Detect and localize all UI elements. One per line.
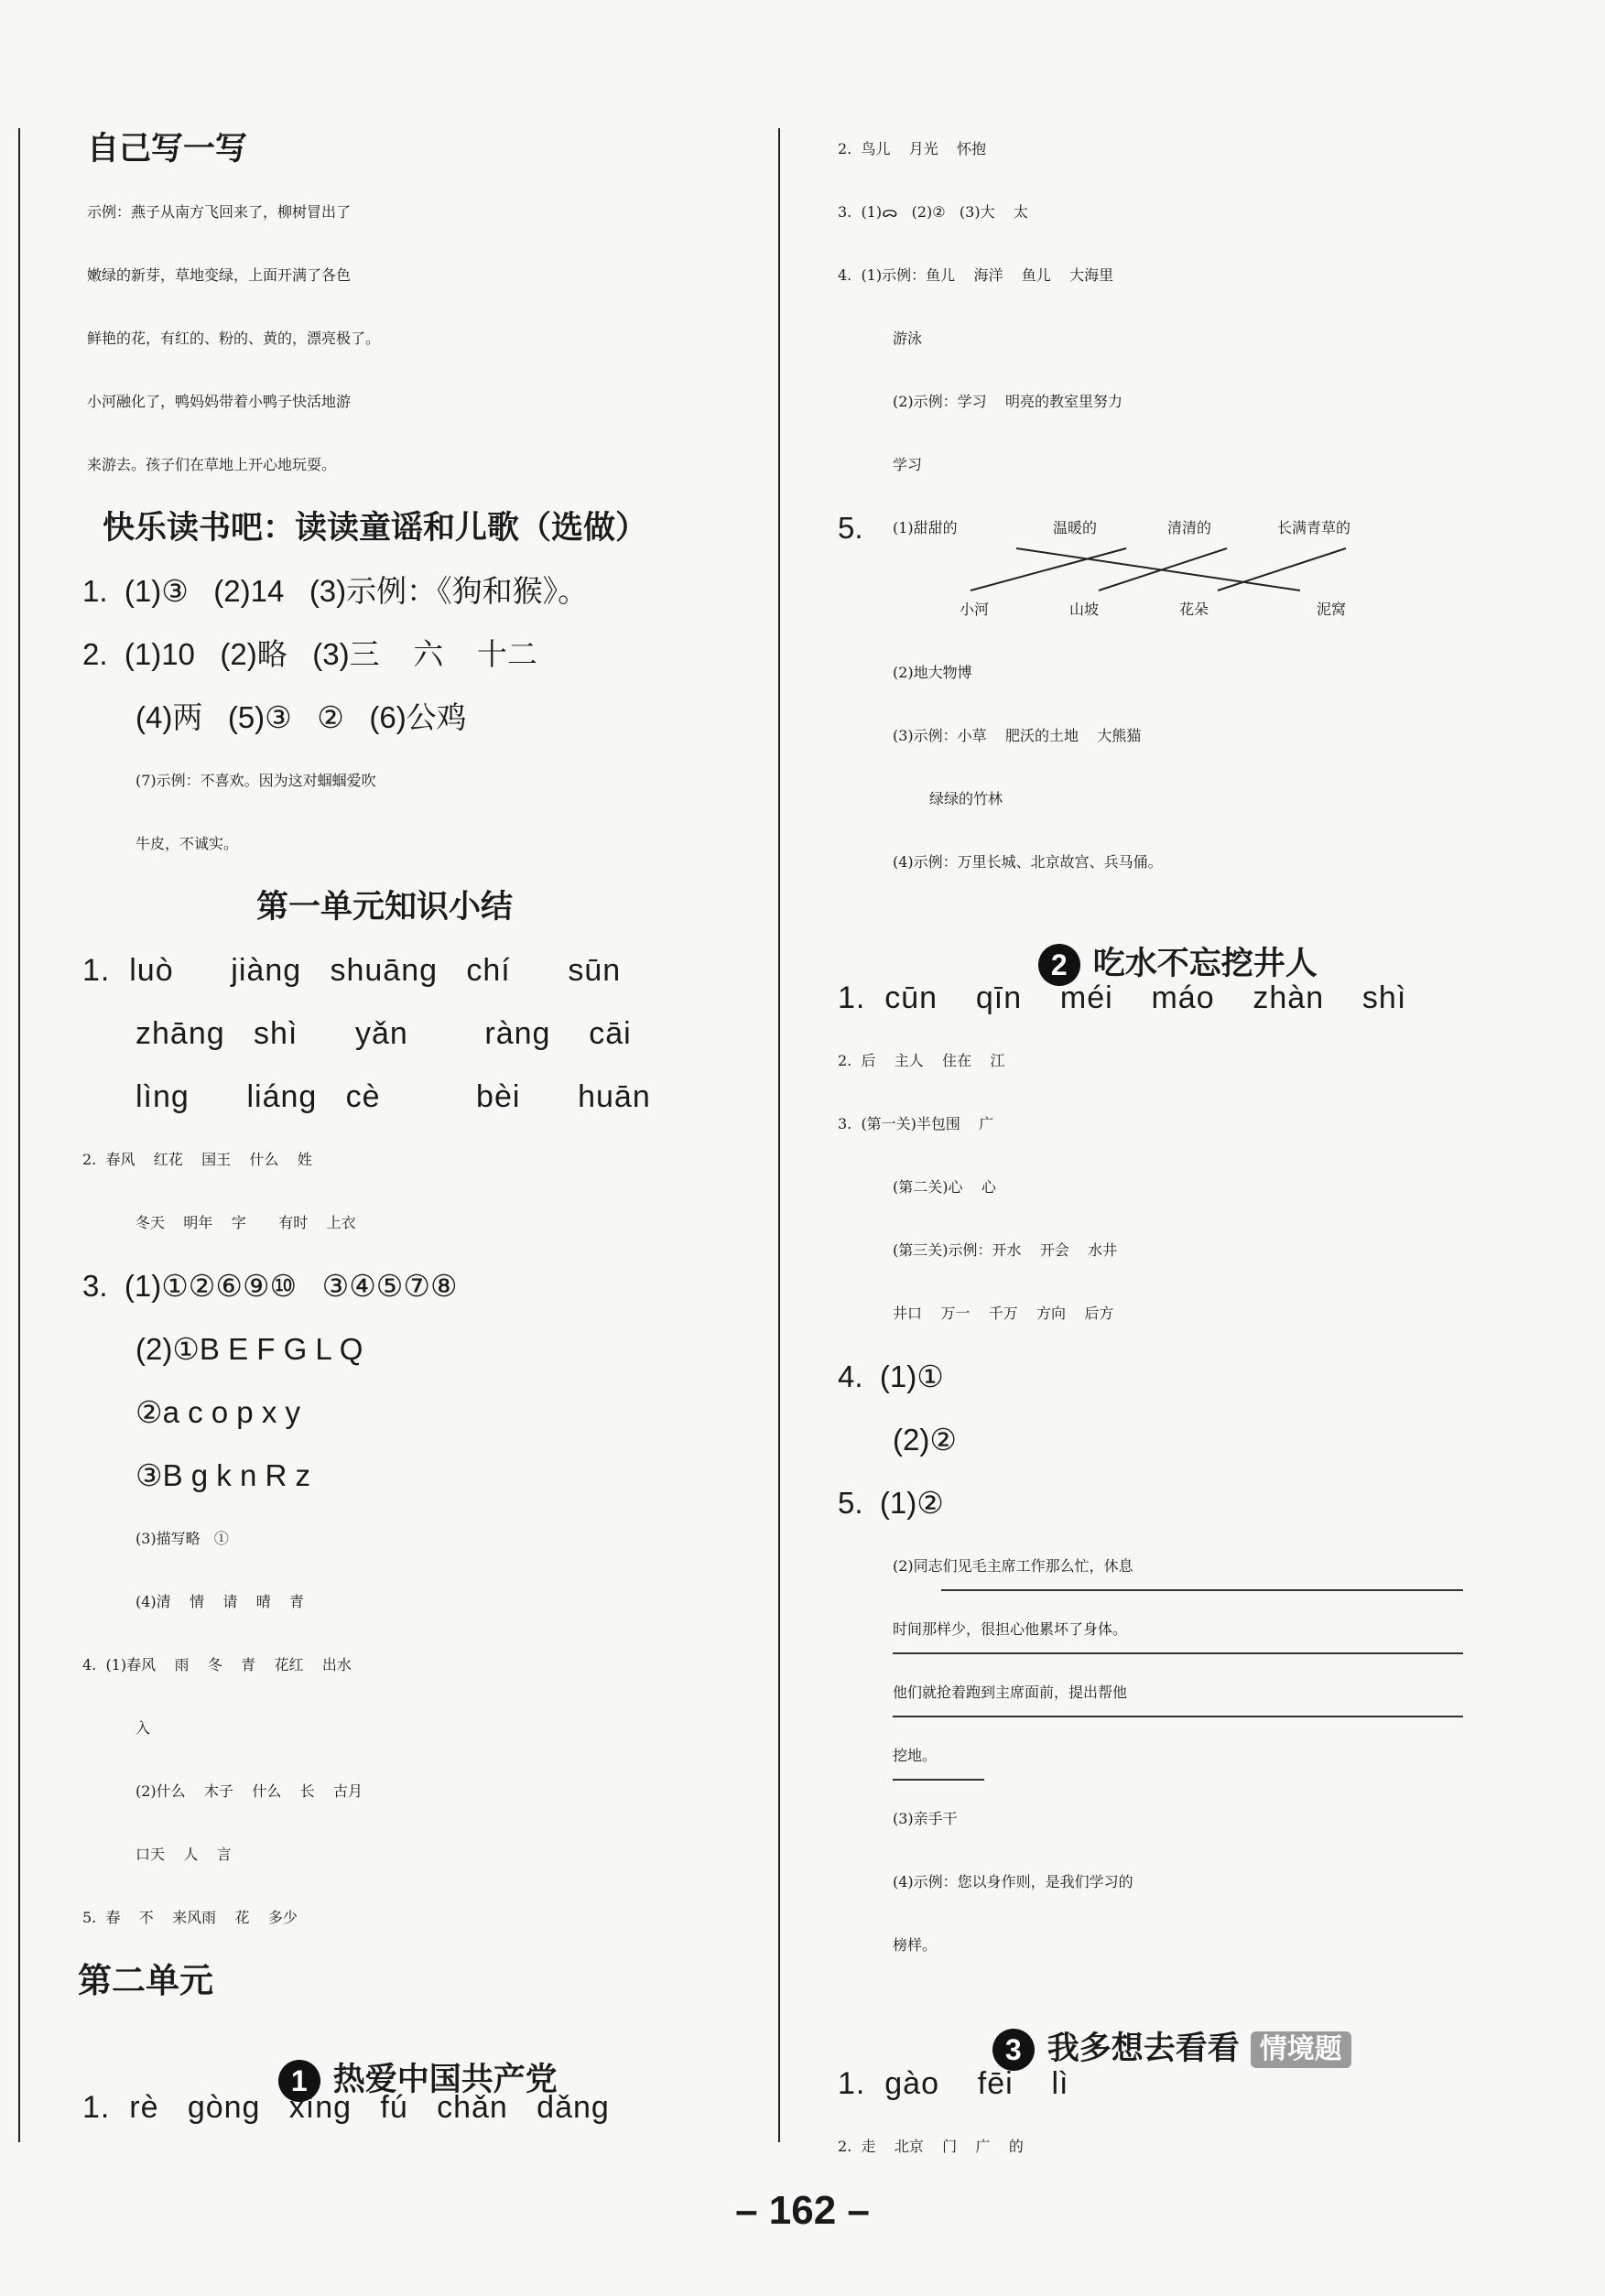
answer-line: 冬天 明年 字 有时 上衣: [136, 1214, 356, 1231]
lesson-title: 我多想去看看: [1047, 2031, 1240, 2067]
pinyin-line: 1. luò jiàng shuāng chí sūn: [82, 953, 622, 988]
answer-line: 5. 春 不 来风雨 花 多少: [82, 1909, 298, 1926]
answer-line: (3)示例：小草 肥沃的土地 大熊猫: [893, 727, 1142, 744]
match-left-item: 长满青草的: [1277, 519, 1351, 536]
underlined-answer-line: (2)同志们见毛主席工作那么忙，休息: [893, 1557, 1133, 1575]
answer-line: (2)②: [893, 1423, 957, 1457]
answer-underline: [893, 1652, 1463, 1654]
answer-line: 4. (1)①: [838, 1359, 944, 1393]
lesson-number-badge: 3: [992, 2029, 1035, 2071]
pinyin-line: 1. rè gòng xìng fú chǎn dǎng: [82, 2090, 610, 2125]
answer-line: 井口 万一 千万 方向 后方: [893, 1305, 1114, 1322]
match-right-item: 山坡: [1069, 601, 1100, 618]
answer-line: 2. (1)10 (2)略 (3)三 六 十二: [82, 637, 537, 671]
answer-line: 3. (1)①②⑥⑨⑩ ③④⑤⑦⑧: [82, 1269, 458, 1303]
answer-line: (第三关)示例：开水 开会 水井: [893, 1241, 1118, 1259]
answer-line: 游泳: [893, 330, 923, 347]
answer-underline: [941, 1589, 1463, 1591]
underlined-answer-line: 挖地。: [893, 1747, 938, 1764]
answer-line: 学习: [893, 456, 923, 473]
answer-line: 5. (1)②: [838, 1486, 944, 1520]
match-left-item: (1)甜甜的: [893, 519, 958, 536]
lesson-title: 吃水不忘挖井人: [1092, 946, 1318, 982]
example-paragraph-line: 鲜艳的花，有红的、粉的、黄的，漂亮极了。: [87, 330, 381, 347]
match-right-item: 花朵: [1179, 601, 1209, 618]
answer-line: (2)①B E F G L Q: [136, 1332, 363, 1366]
center-divider-rule: [778, 128, 780, 2142]
answer-line: 2. 后 主人 住在 江: [838, 1052, 1005, 1069]
underlined-answer-line: 他们就抢着跑到主席面前，提出帮他: [893, 1684, 1128, 1701]
section-heading-unit1-summary: 第一单元知识小结: [256, 889, 514, 926]
match-right-item: 小河: [960, 601, 990, 618]
scenario-question-tag: 情境题: [1251, 2031, 1351, 2068]
lesson-title: 热爱中国共产党: [332, 2062, 558, 2098]
answer-line: (2)地大物博: [893, 664, 972, 681]
answer-line: ③B g k n R z: [136, 1458, 310, 1492]
answer-line: (3)亲手干: [893, 1810, 958, 1827]
answer-line: 入: [136, 1719, 151, 1737]
answer-line: 绿绿的竹林: [929, 790, 1003, 807]
example-paragraph-line: 示例：燕子从南方飞回来了，柳树冒出了: [87, 203, 352, 221]
answer-line: 1. (1)③ (2)14 (3)示例：《狗和猴》。: [82, 574, 589, 608]
pinyin-line: 1. gào fēi lì: [838, 2066, 1069, 2101]
example-paragraph-line: 嫩绿的新芽，草地变绿，上面开满了各色: [87, 266, 352, 284]
answer-line: 3. (第一关)半包围 广: [838, 1115, 994, 1132]
answer-line: 2. 春风 红花 国王 什么 姓: [82, 1151, 312, 1168]
example-paragraph-line: 小河融化了，鸭妈妈带着小鸭子快活地游: [87, 393, 352, 410]
answer-line: 牛皮，不诚实。: [136, 835, 239, 852]
match-right-item: 泥窝: [1317, 601, 1347, 618]
answer-line: (3)描写略 ①: [136, 1530, 229, 1547]
unit-heading-unit2: 第二单元: [78, 1961, 213, 2000]
answer-line: 2. 走 北京 门 广 的: [838, 2138, 1024, 2155]
answer-line: (4)两 (5)③ ② (6)公鸡: [136, 700, 467, 734]
pinyin-line: zhāng shì yǎn ràng cāi: [136, 1016, 632, 1051]
answer-line: (4)示例：您以身作则，是我们学习的: [893, 1873, 1133, 1890]
answer-underline: [893, 1779, 984, 1781]
left-margin-rule: [18, 128, 20, 2142]
answer-line: ②a c o p x y: [136, 1395, 300, 1429]
lesson-number-badge: 2: [1038, 944, 1080, 986]
answer-line: (2)什么 木子 什么 长 古月: [136, 1782, 363, 1800]
answer-line: 口天 人 言: [136, 1846, 232, 1863]
answer-line: 4. (1)春风 雨 冬 青 花红 出水: [82, 1656, 352, 1673]
answer-line: (2)示例：学习 明亮的教室里努力: [893, 393, 1123, 410]
answer-line: 4. (1)示例：鱼儿 海洋 鱼儿 大海里: [838, 266, 1114, 284]
section-heading-write: 自己写一写: [87, 131, 248, 168]
match-left-item: 清清的: [1167, 519, 1212, 536]
answer-underline: [893, 1716, 1463, 1717]
answer-line: 2. 鸟儿 月光 怀抱: [838, 140, 987, 157]
answer-line: (4)示例：万里长城、北京故宫、兵马俑。: [893, 853, 1163, 871]
pinyin-line: 1. cūn qīn méi máo zhàn shì: [838, 980, 1407, 1015]
answer-line: 榜样。: [893, 1936, 938, 1954]
pinyin-line: lìng liáng cè bèi huān: [136, 1079, 651, 1114]
question-number: 5.: [838, 511, 863, 545]
answer-line: (4)清 情 请 晴 青: [136, 1593, 305, 1610]
matching-lines: [916, 547, 1428, 592]
example-paragraph-line: 来游去。孩子们在草地上开心地玩耍。: [87, 456, 337, 473]
section-heading-reading: 快乐读书吧：读读童谣和儿歌（选做）: [103, 510, 648, 547]
answer-line: (第二关)心 心: [893, 1178, 996, 1196]
answer-line: 3. (1)ᯅ (2)② (3)大 太: [838, 203, 1028, 221]
match-left-item: 温暖的: [1053, 519, 1098, 536]
lesson-number-badge: 1: [278, 2060, 320, 2102]
answer-line: (7)示例：不喜欢。因为这对蝈蝈爱吹: [136, 772, 376, 789]
underlined-answer-line: 时间那样少，很担心他累坏了身体。: [893, 1620, 1128, 1638]
page-number: – 162 –: [735, 2188, 870, 2233]
